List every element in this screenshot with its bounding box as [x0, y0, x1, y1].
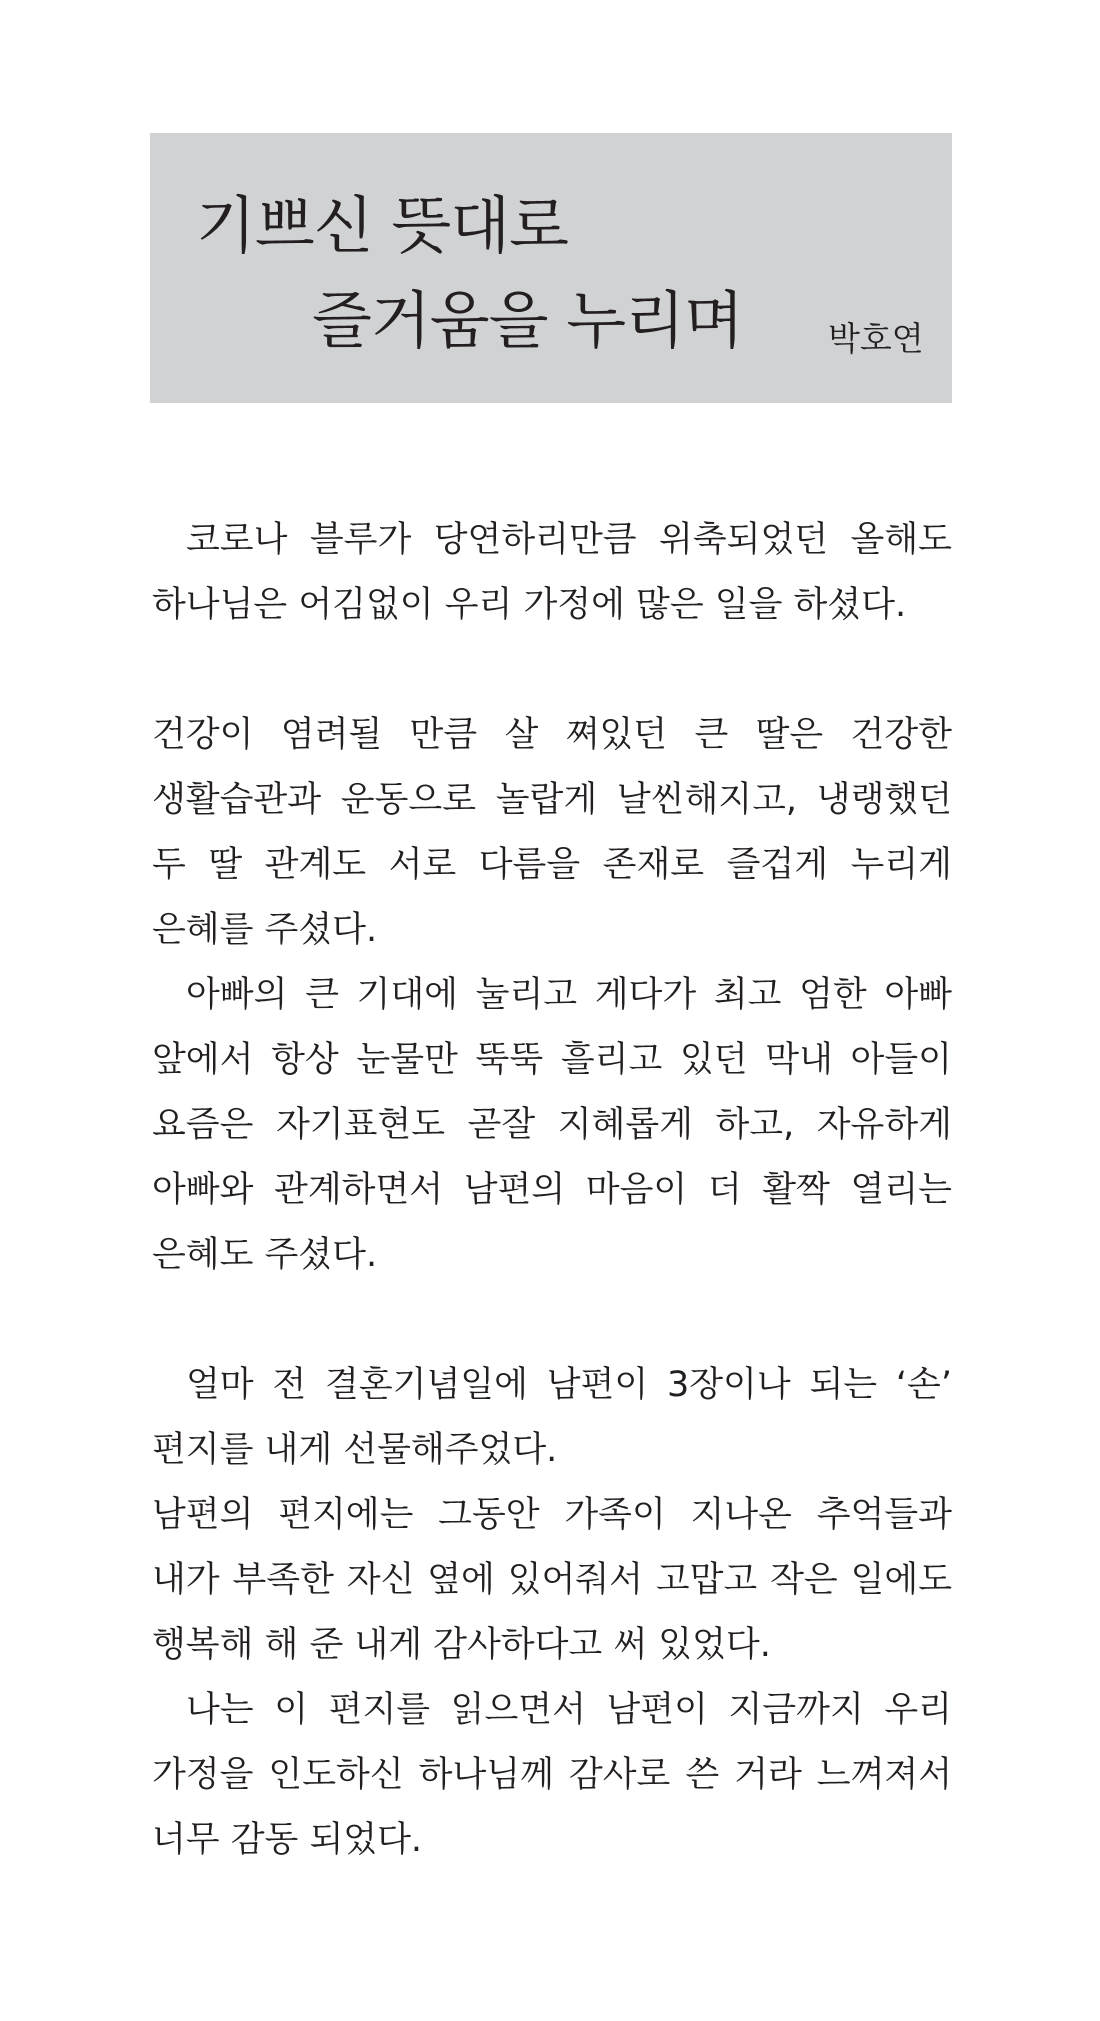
title-line-2: 즐거움을 누리며	[312, 284, 743, 357]
title-line-1: 기쁘신 뜻대로	[196, 189, 569, 262]
title-box	[150, 133, 952, 403]
paragraph-4: 얼마 전 결혼기념일에 남편이 3장이나 되는 ‘손’ 편지를 내게 선물해주었다.	[152, 1365, 952, 1470]
paragraph-3: 아빠의 큰 기대에 눌리고 게다가 최고 엄한 아빠 앞에서 항상 눈물만 뚝뚝 흘리고 있던 막내 아들이 요즘은 자기표현도 곧잘 지혜롭게 하고, 자유하게 아빠와 관계하면서 남편의 마음이 더 활짝 열리는 은혜도 주셨다.	[152, 975, 952, 1275]
author-name: 박호연	[828, 319, 924, 358]
paragraph-6: 나는 이 편지를 읽으면서 남편이 지금까지 우리 가정을 인도하신 하나님께 감사로 쓴 거라 느껴져서 너무 감동 되었다.	[152, 1690, 952, 1860]
paragraph-1: 코로나 블루가 당연하리만큼 위축되었던 올해도 하나님은 어김없이 우리 가정에 많은 일을 하셨다.	[152, 520, 952, 625]
paragraph-2: 건강이 염려될 만큼 살 쪄있던 큰 딸은 건강한 생활습관과 운동으로 놀랍게 날씬해지고, 냉랭했던 두 딸 관계도 서로 다름을 존재로 즐겁게 누리게 은혜를 주셨다.	[152, 715, 952, 950]
paragraph-5: 남편의 편지에는 그동안 가족이 지나온 추억들과 내가 부족한 자신 옆에 있어줘서 고맙고 작은 일에도 행복해 해 준 내게 감사하다고 써 있었다.	[152, 1495, 952, 1665]
article-body	[152, 508, 952, 1873]
